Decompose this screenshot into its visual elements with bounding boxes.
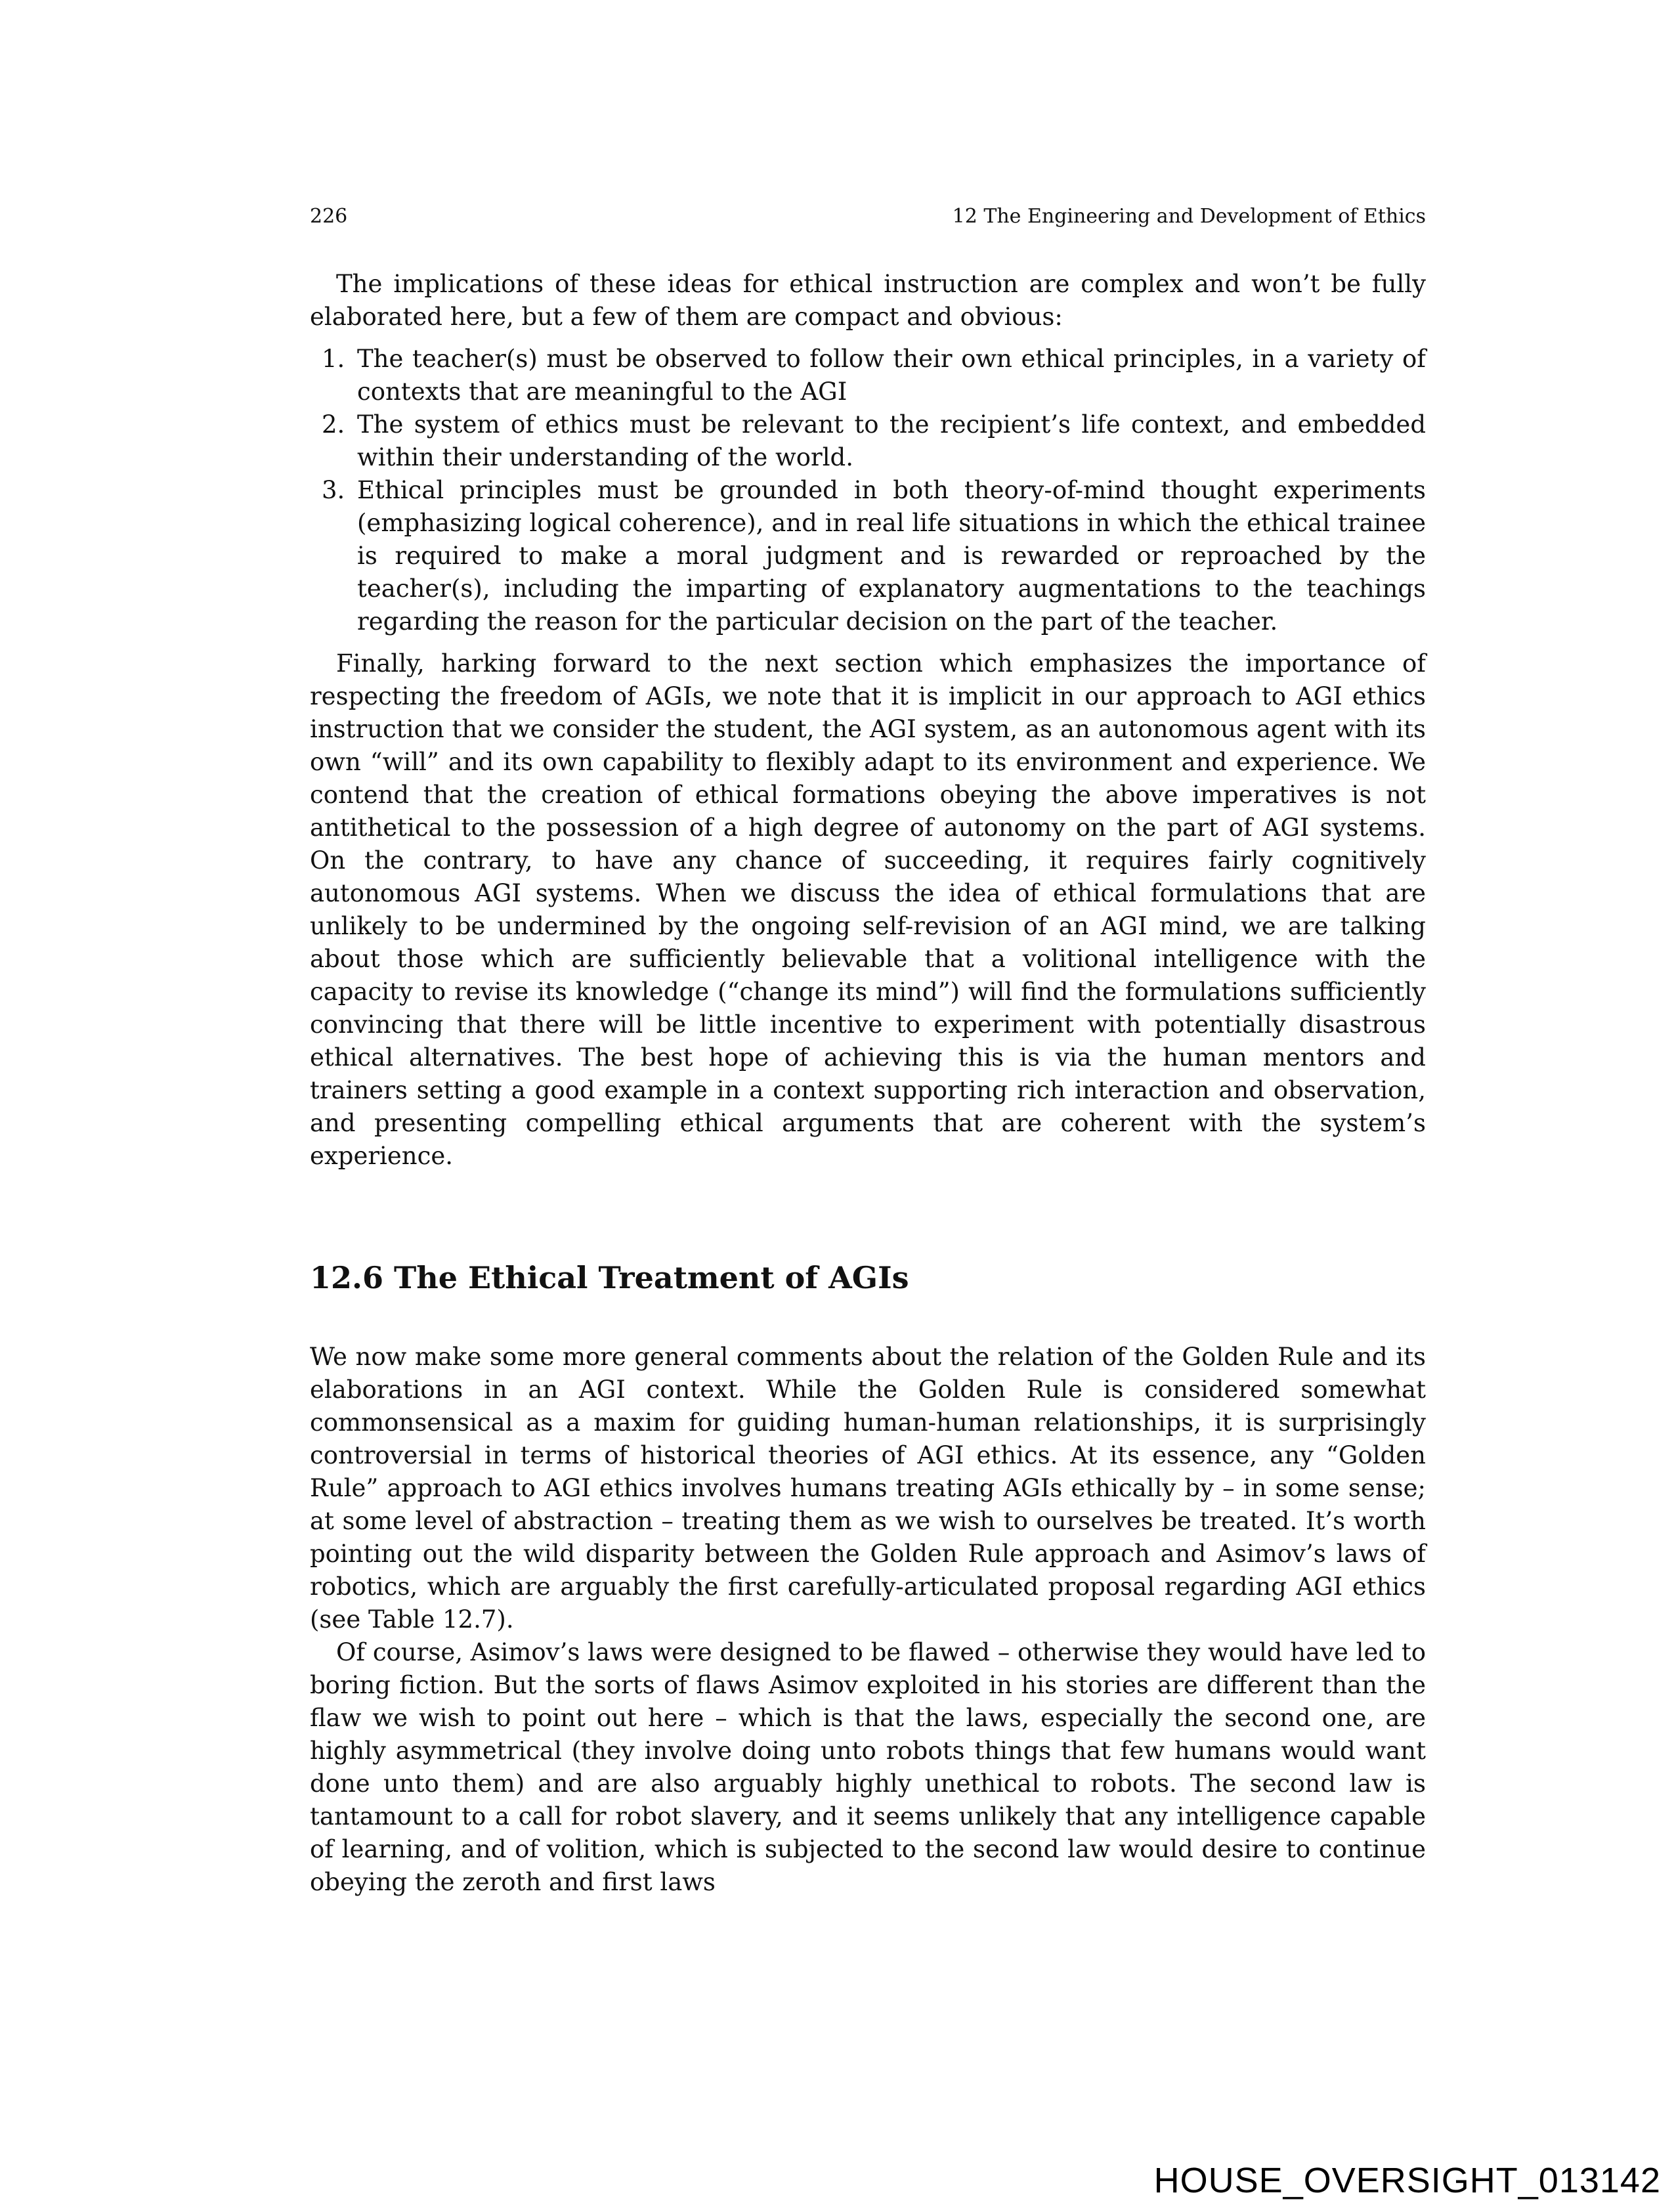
list-number: 3. — [322, 476, 345, 504]
list-text: The teacher(s) must be observed to follow their own ethical principles, in a variety of contexts that are meaningful to the AGI — [357, 345, 1426, 406]
section-heading: 12.6 The Ethical Treatment of AGIs — [310, 1260, 909, 1295]
finally-paragraph: Finally, harking forward to the next section which emphasizes the importance of respecting the freedom of AGIs, we note that it is implicit in our approach to AGI ethics instruction that we consider the student, the AGI system, as an autonomous agent with its own “will” and its own capability to flexibly adapt to its environment and experience. We contend that the creation of ethical formations obeying the above imperatives is not antithetical to the possession of a high degree of autonomy on the part of AGI systems. On the contrary, to have any chance of succeeding, it requires fairly cognitively autonomous AGI systems. When we discuss the idea of ethical formulations that are unlikely to be undermined by the ongoing self-revision of an AGI mind, we are talking about those which are sufficiently believable that a volitional intelligence with the capacity to revise its knowledge (“change its mind”) will find the formulations sufficiently convincing that there will be little incentive to experiment with potentially disastrous ethical alternatives. The best hope of achieving this is via the human mentors and trainers setting a good example in a context supporting rich interaction and observation, and presenting compelling ethical arguments that are coherent with the system’s experience. — [310, 649, 1426, 1170]
page-number: 226 — [310, 205, 348, 228]
running-head — [310, 204, 1426, 230]
section-paragraph: We now make some more general comments about the relation of the Golden Rule and its elaborations in an AGI context. While the Golden Rule is considered somewhat commonsensical as a maxim for guiding human-human relationships, it is surprisingly controversial in terms of historical theories of AGI ethics. At its essence, any “Golden Rule” approach to AGI ethics involves humans treating AGIs ethically by – in some sense; at some level of abstraction – treating them as we wish to ourselves be treated. It’s worth pointing out the wild disparity between the Golden Rule approach and Asimov’s laws of robotics, which are arguably the first carefully-articulated proposal regarding AGI ethics (see Table 12.7). — [310, 1343, 1426, 1634]
list-item — [310, 408, 1426, 474]
list-number: 1. — [322, 345, 345, 373]
chapter-title: 12 The Engineering and Development of Ethics — [952, 205, 1426, 228]
section-paragraph: Of course, Asimov’s laws were designed to be flawed – otherwise they would have led to boring fiction. But the sorts of flaws Asimov exploited in his stories are different than the flaw we wish to point out here – which is that the laws, especially the second one, are highly asymmetrical (they involve doing unto robots things that few humans would want done unto them) and are also arguably highly unethical to robots. The second law is tantamount to a call for robot slavery, and it seems unlikely that any intelligence capable of learning, and of volition, which is subjected to the second law would desire to continue obeying the zeroth and first laws — [310, 1638, 1426, 1896]
list-item — [310, 343, 1426, 408]
list-text: Ethical principles must be grounded in both theory-of-mind thought experiments (emphasizing logical coherence), and in real life situations in which the ethical trainee is required to make a moral judgment and is rewarded or reproached by the teacher(s), including the imparting of explanatory augmentations to the teachings regarding the reason for the particular decision on the part of the teacher. — [357, 476, 1426, 636]
bates-stamp: HOUSE_OVERSIGHT_013142 — [1153, 2161, 1661, 2200]
intro-paragraph: The implications of these ideas for ethical instruction are complex and won’t be fully elaborated here, but a few of them are compact and obvious: — [310, 270, 1426, 331]
imperatives-list — [310, 343, 1426, 638]
list-item — [310, 474, 1426, 638]
list-text: The system of ethics must be relevant to the recipient’s life context, and embedded within their understanding of the world. — [357, 410, 1426, 471]
book-page — [310, 204, 1426, 1899]
list-number: 2. — [322, 410, 345, 439]
